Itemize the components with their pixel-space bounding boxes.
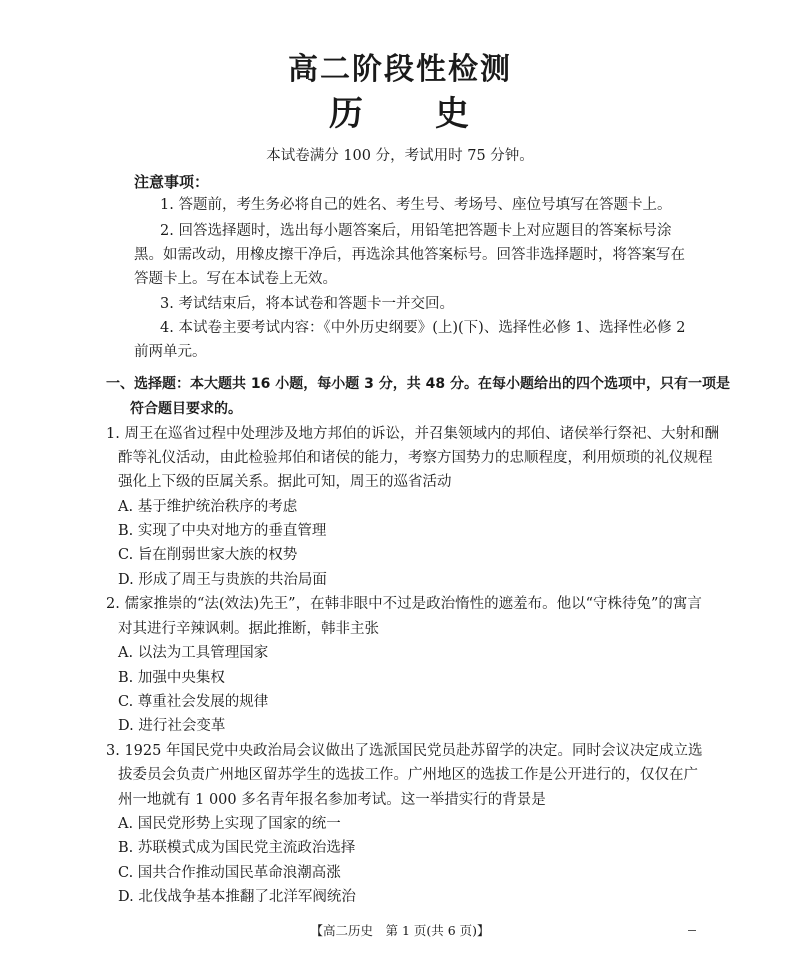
notes-line: 黑。如需改动，用橡皮擦干净后，再选涂其他答案标号。回答非选择题时，将答案写在 [134,247,685,263]
question-3-option-b: B. 苏联模式成为国民党主流政治选择 [118,840,356,856]
question-1-stem: 酢等礼仪活动，由此检验邦伯和诸侯的能力，考察方国势力的忠顺程度，利用烦琐的礼仪规程 [118,450,713,466]
notes-line: 前两单元。 [134,344,207,360]
question-2-option-a: A. 以法为工具管理国家 [118,645,269,661]
question-3-option-a: A. 国民党形势上实现了国家的统一 [118,816,341,832]
question-1-stem: 1. 周王在巡省过程中处理涉及地方邦伯的诉讼，并召集领域内的邦伯、诸侯举行祭祀、大射和酬 [106,426,719,442]
question-2-option-d: D. 进行社会变革 [118,718,226,734]
question-3-stem: 州一地就有 1 000 多名青年报名参加考试。这一举措实行的背景是 [118,792,546,808]
section-heading-cont: 符合题目要求的。 [130,401,242,417]
question-3-stem: 3. 1925 年国民党中央政治局会议做出了选派国民党员赴苏留学的决定。同时会议决定成立选 [106,743,703,759]
question-2-option-b: B. 加强中央集权 [118,670,225,686]
page-footer: 【高二历史 第 1 页(共 6 页)】 [310,923,490,938]
notes-heading: 注意事项： [134,173,210,191]
question-3-stem: 拔委员会负责广州地区留苏学生的选拔工作。广州地区的选拔工作是公开进行的，仅仅在广 [118,767,698,783]
notes-line: 答题卡上。写在本试卷上无效。 [134,271,337,287]
subject-title [0,86,800,135]
section-heading: 一、选择题：本大题共 16 小题，每小题 3 分，共 48 分。在每小题给出的四个选项中，只有一项是 [106,376,730,392]
question-3-option-c: C. 国共合作推动国民革命浪潮高涨 [118,865,341,881]
exam-info: 本试卷满分 100 分，考试用时 75 分钟。 [266,148,534,164]
subject-char-left: 历 [329,94,365,134]
question-1-option-c: C. 旨在削弱世家大族的权势 [118,547,298,563]
question-1-stem: 强化上下级的臣属关系。据此可知，周王的巡省活动 [118,474,452,490]
question-2-stem: 对其进行辛辣讽刺。据此推断，韩非主张 [118,621,379,637]
question-2-stem: 2. 儒家推崇的“法(效法)先王”，在韩非眼中不过是政治惰性的遮羞布。他以“守株待兔”的寓言 [106,596,702,612]
subject-char-right: 史 [435,94,471,134]
notes-line: 4. 本试卷主要考试内容：《中外历史纲要》(上)(下)、选择性必修 1、选择性必修 2 [160,320,686,336]
question-1-option-b: B. 实现了中央对地方的垂直管理 [118,523,327,539]
question-1-option-d: D. 形成了周王与贵族的共治局面 [118,572,327,588]
exam-title: 高二阶段性检测 [288,52,512,87]
notes-line: 2. 回答选择题时，选出每小题答案后，用铅笔把答题卡上对应题目的答案标号涂 [160,223,672,239]
corner-mark [688,930,696,931]
question-2-option-c: C. 尊重社会发展的规律 [118,694,269,710]
notes-line: 3. 考试结束后，将本试卷和答题卡一并交回。 [160,296,454,312]
notes-line: 1. 答题前，考生务必将自己的姓名、考生号、考场号、座位号填写在答题卡上。 [160,197,672,213]
question-1-option-a: A. 基于维护统治秩序的考虑 [118,499,298,515]
question-3-option-d: D. 北伐战争基本推翻了北洋军阀统治 [118,889,356,905]
